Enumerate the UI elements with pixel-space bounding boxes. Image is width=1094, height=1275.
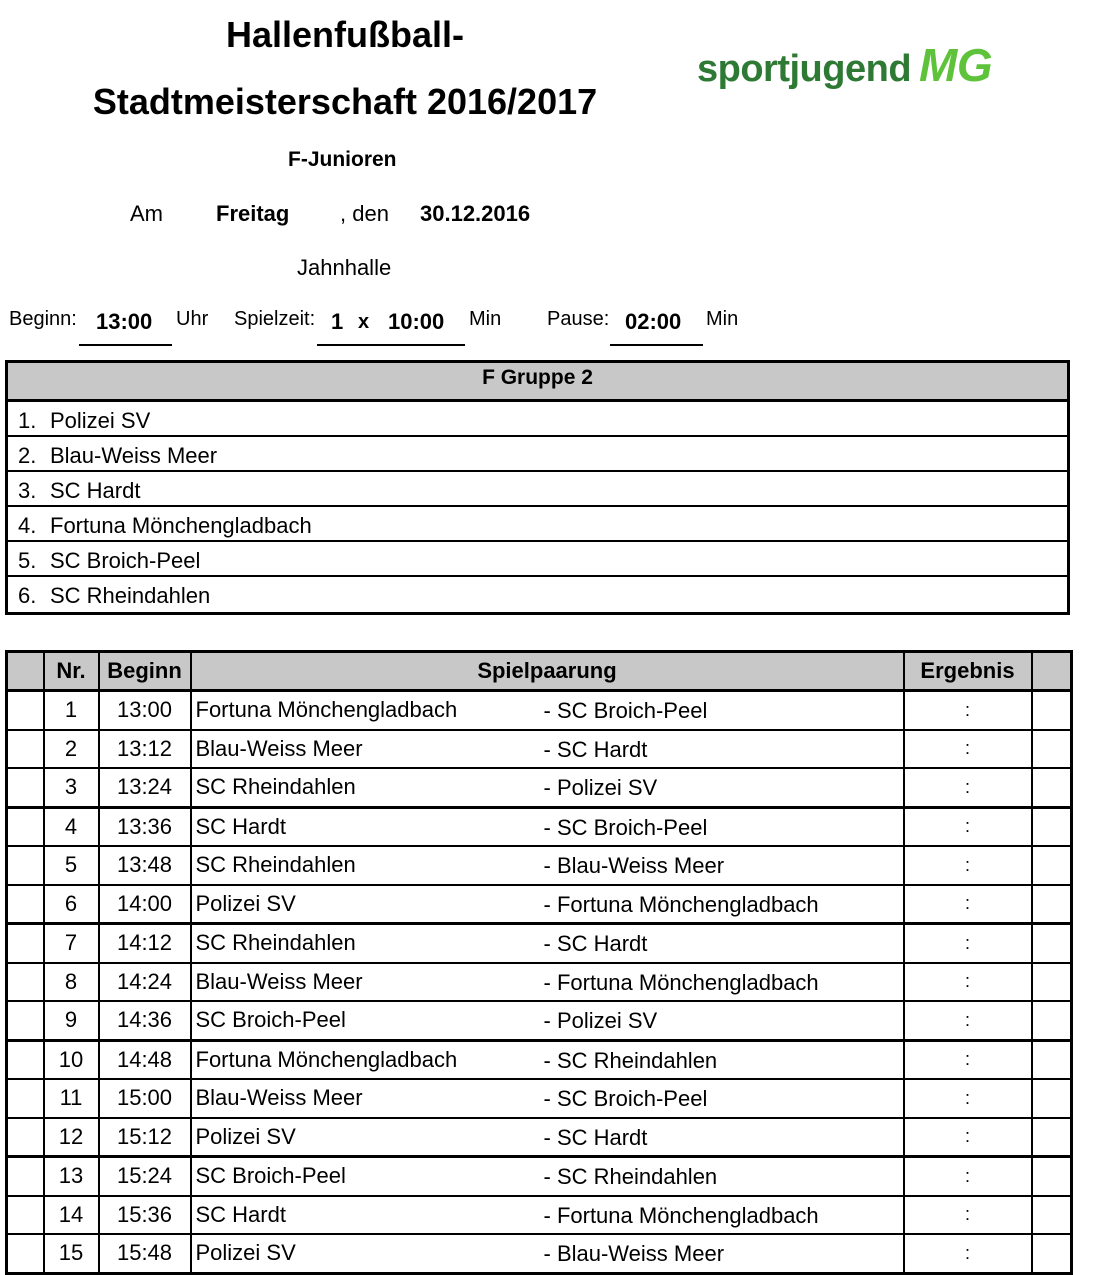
match-time: 14:36 [99, 1001, 191, 1040]
match-time: 14:12 [99, 924, 191, 963]
match-number: 12 [44, 1118, 99, 1157]
match-result[interactable]: : [904, 885, 1032, 924]
row-blank-right [1032, 846, 1072, 885]
match-pairing [191, 1118, 904, 1157]
match-time: 15:12 [99, 1118, 191, 1157]
match-number: 5 [44, 846, 99, 885]
match-number: 14 [44, 1196, 99, 1235]
pause-value: 02:00 [625, 309, 682, 334]
match-pairing [191, 807, 904, 846]
home-team: Blau-Weiss Meer [195, 968, 363, 994]
match-row [7, 730, 1072, 769]
row-blank-right [1032, 1234, 1072, 1273]
row-blank-right [1032, 963, 1072, 1002]
away-team: - SC Hardt [543, 736, 648, 762]
match-number: 11 [44, 1079, 99, 1118]
team-number: 5. [18, 548, 37, 573]
row-blank-left [7, 1001, 44, 1040]
away-team: - SC Broich-Peel [543, 1086, 708, 1111]
away-team: - Fortuna Mönchengladbach [543, 969, 819, 995]
match-time: 14:48 [99, 1040, 191, 1079]
home-team: Blau-Weiss Meer [195, 735, 363, 761]
home-team: Polizei SV [195, 1123, 296, 1149]
match-row [7, 1040, 1072, 1079]
row-blank-left [7, 1234, 44, 1273]
row-blank-right [1032, 768, 1072, 807]
match-result[interactable]: : [904, 1079, 1032, 1118]
match-row [7, 1234, 1072, 1273]
row-blank-left [7, 963, 44, 1002]
row-blank-right [1032, 885, 1072, 924]
match-result[interactable]: : [904, 1118, 1032, 1157]
match-date: 30.12.2016 [420, 201, 531, 226]
row-blank-right [1032, 730, 1072, 769]
match-result[interactable]: : [904, 924, 1032, 963]
group-team [8, 542, 1067, 577]
category-label: F-Junioren [288, 148, 397, 171]
home-team: SC Hardt [195, 1201, 286, 1227]
home-team: SC Broich-Peel [195, 1163, 346, 1189]
group-team [8, 507, 1067, 542]
away-team: - Fortuna Mönchengladbach [543, 1202, 819, 1228]
row-blank-left [7, 807, 44, 846]
group-team [8, 437, 1067, 472]
match-result[interactable]: : [904, 963, 1032, 1002]
away-team: - Polizei SV [543, 1008, 658, 1033]
header-beginn: Beginn [99, 652, 191, 691]
row-blank-left [7, 691, 44, 730]
match-row [7, 807, 1072, 846]
group-team [8, 402, 1067, 437]
title-line-1: Hallenfußball- [225, 14, 464, 55]
pause-min-label: Min [706, 308, 739, 330]
am-label: Am [130, 201, 163, 226]
team-number: 3. [18, 478, 37, 503]
match-time: 13:00 [99, 691, 191, 730]
row-blank-left [7, 846, 44, 885]
match-number: 9 [44, 1001, 99, 1040]
home-team: Fortuna Mönchengladbach [195, 1046, 458, 1072]
sportjugend-logo [697, 38, 992, 92]
match-row [7, 691, 1072, 730]
row-blank-left [7, 1196, 44, 1235]
row-blank-right [1032, 807, 1072, 846]
away-team: - Polizei SV [543, 775, 658, 800]
match-pairing [191, 1234, 904, 1273]
away-team: - Blau-Weiss Meer [543, 853, 725, 878]
team-name: Blau-Weiss Meer [50, 443, 218, 468]
home-team: Polizei SV [195, 1240, 296, 1266]
pause-label: Pause: [547, 308, 610, 330]
away-team: - Fortuna Mönchengladbach [543, 891, 819, 917]
team-name: SC Broich-Peel [50, 548, 201, 573]
match-row [7, 1079, 1072, 1118]
match-time: 13:36 [99, 807, 191, 846]
match-time: 13:12 [99, 730, 191, 769]
match-time: 13:24 [99, 768, 191, 807]
match-time: 15:00 [99, 1079, 191, 1118]
home-team: Fortuna Mönchengladbach [195, 697, 458, 723]
row-blank-right [1032, 1196, 1072, 1235]
match-time: 15:36 [99, 1196, 191, 1235]
match-result[interactable]: : [904, 846, 1032, 885]
match-result[interactable]: : [904, 807, 1032, 846]
title-line-2: Stadtmeisterschaft 2016/2017 [92, 81, 598, 122]
group-title: F Gruppe 2 [8, 363, 1067, 402]
match-pairing [191, 1040, 904, 1079]
match-number: 1 [44, 691, 99, 730]
away-team: - SC Rheindahlen [543, 1047, 718, 1073]
match-schedule-table [5, 650, 1073, 1275]
group-team [8, 472, 1067, 507]
match-number: 10 [44, 1040, 99, 1079]
home-team: SC Rheindahlen [195, 774, 356, 800]
header-ergebnis: Ergebnis [904, 652, 1032, 691]
beginn-value: 13:00 [96, 309, 153, 334]
match-result[interactable]: : [904, 1040, 1032, 1079]
match-pairing [191, 691, 904, 730]
row-blank-right [1032, 1040, 1072, 1079]
beginn-label: Beginn: [9, 308, 77, 330]
spielzeit-count: 1 [331, 309, 344, 334]
header-nr: Nr. [44, 652, 99, 691]
row-blank-left [7, 1040, 44, 1079]
match-time: 15:48 [99, 1234, 191, 1273]
match-pairing [191, 768, 904, 807]
match-time: 14:00 [99, 885, 191, 924]
home-team: SC Rheindahlen [195, 930, 356, 956]
spielzeit-value: 10:00 [388, 309, 445, 334]
match-time: 13:48 [99, 846, 191, 885]
match-result[interactable]: : [904, 1001, 1032, 1040]
away-team: - SC Broich-Peel [543, 814, 708, 840]
group-team [8, 577, 1067, 612]
weekday: Freitag [216, 201, 290, 226]
match-number: 15 [44, 1234, 99, 1273]
header-blank-right [1032, 652, 1072, 691]
team-name: Fortuna Mönchengladbach [50, 513, 312, 538]
match-number: 3 [44, 768, 99, 807]
match-pairing [191, 1157, 904, 1196]
away-team: - SC Hardt [543, 931, 648, 956]
row-blank-right [1032, 1118, 1072, 1157]
home-team: SC Broich-Peel [195, 1007, 346, 1033]
match-row [7, 768, 1072, 807]
away-team: - SC Hardt [543, 1124, 648, 1150]
row-blank-left [7, 885, 44, 924]
match-pairing [191, 730, 904, 769]
row-blank-right [1032, 1079, 1072, 1118]
away-team: - SC Rheindahlen [543, 1164, 718, 1189]
team-name: SC Rheindahlen [50, 583, 211, 608]
match-row [7, 1118, 1072, 1157]
match-row [7, 924, 1072, 963]
home-team: Blau-Weiss Meer [195, 1085, 363, 1111]
match-row [7, 1157, 1072, 1196]
logo-text: sportjugend [697, 48, 912, 90]
spielzeit-label: Spielzeit: [234, 308, 316, 330]
team-number: 1. [18, 408, 37, 433]
away-team: - Blau-Weiss Meer [543, 1241, 725, 1266]
match-pairing [191, 963, 904, 1002]
match-result[interactable]: : [904, 1234, 1032, 1273]
match-row [7, 846, 1072, 885]
header-spielpaarung: Spielpaarung [191, 652, 904, 691]
match-result[interactable]: : [904, 1196, 1032, 1235]
match-pairing [191, 1001, 904, 1040]
match-row [7, 963, 1072, 1002]
match-number: 13 [44, 1157, 99, 1196]
team-name: SC Hardt [50, 478, 141, 503]
match-result[interactable]: : [904, 730, 1032, 769]
row-blank-right [1032, 1001, 1072, 1040]
match-number: 6 [44, 885, 99, 924]
match-result[interactable]: : [904, 768, 1032, 807]
row-blank-left [7, 730, 44, 769]
schedule-header-row [7, 652, 1072, 691]
uhr-label: Uhr [176, 308, 209, 330]
spielzeit-x: x [358, 311, 370, 333]
header-blank-left [7, 652, 44, 691]
match-row [7, 885, 1072, 924]
group-table [5, 360, 1070, 615]
match-result[interactable]: : [904, 1157, 1032, 1196]
team-name: Polizei SV [50, 408, 151, 433]
venue: Jahnhalle [297, 255, 392, 280]
home-team: Polizei SV [195, 890, 296, 916]
row-blank-right [1032, 691, 1072, 730]
spielzeit-min-label: Min [469, 308, 502, 330]
match-pairing [191, 1079, 904, 1118]
row-blank-right [1032, 1157, 1072, 1196]
den-label: , den [340, 201, 389, 226]
match-pairing [191, 846, 904, 885]
match-number: 8 [44, 963, 99, 1002]
match-row [7, 1001, 1072, 1040]
match-pairing [191, 924, 904, 963]
match-number: 4 [44, 807, 99, 846]
logo-mg: MG [919, 39, 993, 91]
home-team: SC Hardt [195, 813, 286, 839]
match-pairing [191, 1196, 904, 1235]
match-row [7, 1196, 1072, 1235]
match-result[interactable]: : [904, 691, 1032, 730]
match-number: 7 [44, 924, 99, 963]
match-time: 15:24 [99, 1157, 191, 1196]
row-blank-left [7, 1157, 44, 1196]
match-time: 14:24 [99, 963, 191, 1002]
home-team: SC Rheindahlen [195, 852, 356, 878]
row-blank-left [7, 1118, 44, 1157]
match-number: 2 [44, 730, 99, 769]
team-number: 6. [18, 583, 37, 608]
row-blank-left [7, 1079, 44, 1118]
row-blank-right [1032, 924, 1072, 963]
row-blank-left [7, 924, 44, 963]
away-team: - SC Broich-Peel [543, 698, 708, 723]
team-number: 2. [18, 443, 37, 468]
team-number: 4. [18, 513, 37, 538]
row-blank-left [7, 768, 44, 807]
match-pairing [191, 885, 904, 924]
